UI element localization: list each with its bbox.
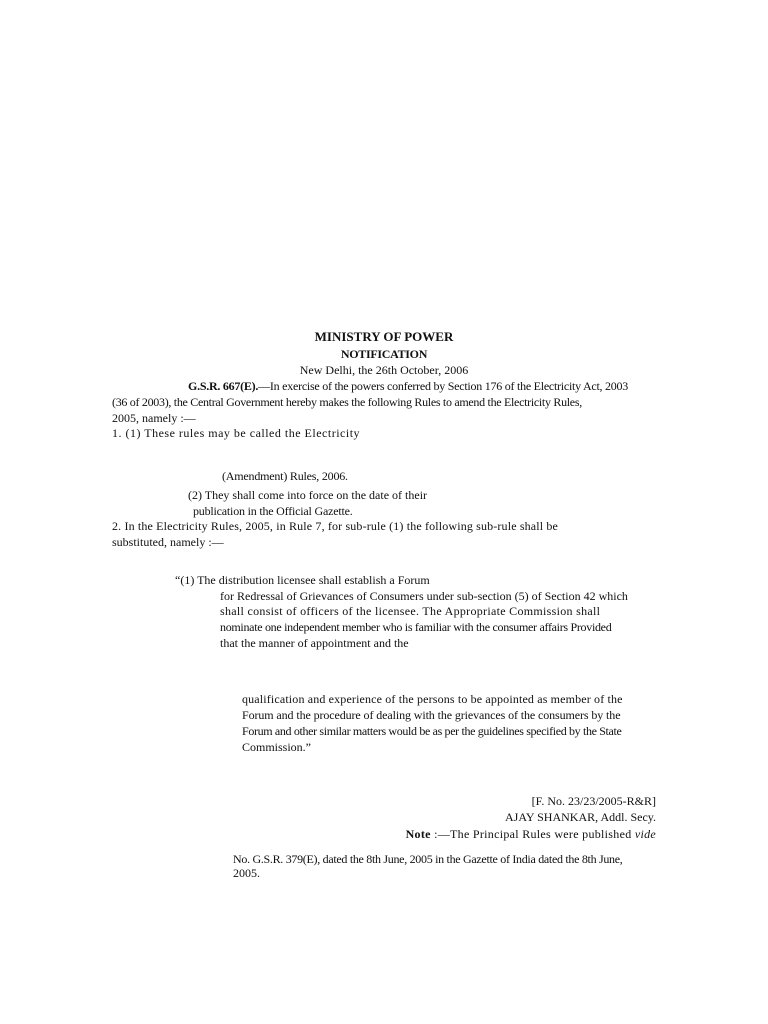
substituted-line-7: Forum and the procedure of dealing with the grievances of the consumers by the [242,708,621,722]
note-text: :—The Principal Rules were published [430,827,635,841]
note-vide: vide [634,827,656,841]
file-number: [F. No. 23/23/2005-R&R] [531,794,656,808]
notification-title: NOTIFICATION [340,347,428,361]
signatory: AJAY SHANKAR, Addl. Secy. [504,810,656,824]
rule-1-line-1: 1. (1) These rules may be called the Electricity [112,426,361,440]
note-label: Note [405,827,431,841]
note-line-2: No. G.S.R. 379(E), dated the 8th June, 2005 in the Gazette of India dated the 8th June, [233,852,623,866]
ministry-title: MINISTRY OF POWER [314,329,454,344]
substituted-line-1: “(1) The distribution licensee shall establish a Forum [175,573,430,587]
substituted-line-5: that the manner of appointment and the [220,636,409,650]
note-line-3: 2005. [233,866,260,880]
preamble-line-2: (36 of 2003), the Central Government hereby makes the following Rules to amend the Electricity Rules, [112,395,582,409]
substituted-line-4: nominate one independent member who is familiar with the consumer affairs Provided [220,620,612,634]
rule-1-line-2: (Amendment) Rules, 2006. [222,469,348,483]
substituted-line-6: qualification and experience of the persons to be appointed as member of the [242,692,623,706]
preamble-text-1: —In exercise of the powers conferred by Section 176 of the Electricity Act, 2003 [258,379,629,393]
preamble-line-3: 2005, namely :— [112,411,196,425]
substituted-line-2: for Redressal of Grievances of Consumers under sub-section (5) of Section 42 which [220,589,628,603]
gsr-number: G.S.R. 667(E). [188,379,259,393]
rule-1-sub2-line-2: publication in the Official Gazette. [193,504,353,518]
rule-2-line-1: 2. In the Electricity Rules, 2005, in Rule 7, for sub-rule (1) the following sub-rule shall be [112,519,559,533]
rule-2-line-2: substituted, namely :— [112,535,224,549]
note-line-1 [406,825,656,844]
substituted-line-8: Forum and other similar matters would be as per the guidelines specified by the State [242,724,622,738]
substituted-line-3: shall consist of officers of the licensee. The Appropriate Commission shall [220,604,601,618]
place-date: New Delhi, the 26th October, 2006 [299,363,469,377]
rule-1-sub2-line-1: (2) They shall come into force on the date of their [188,488,428,502]
substituted-line-9: Commission.” [242,740,312,754]
